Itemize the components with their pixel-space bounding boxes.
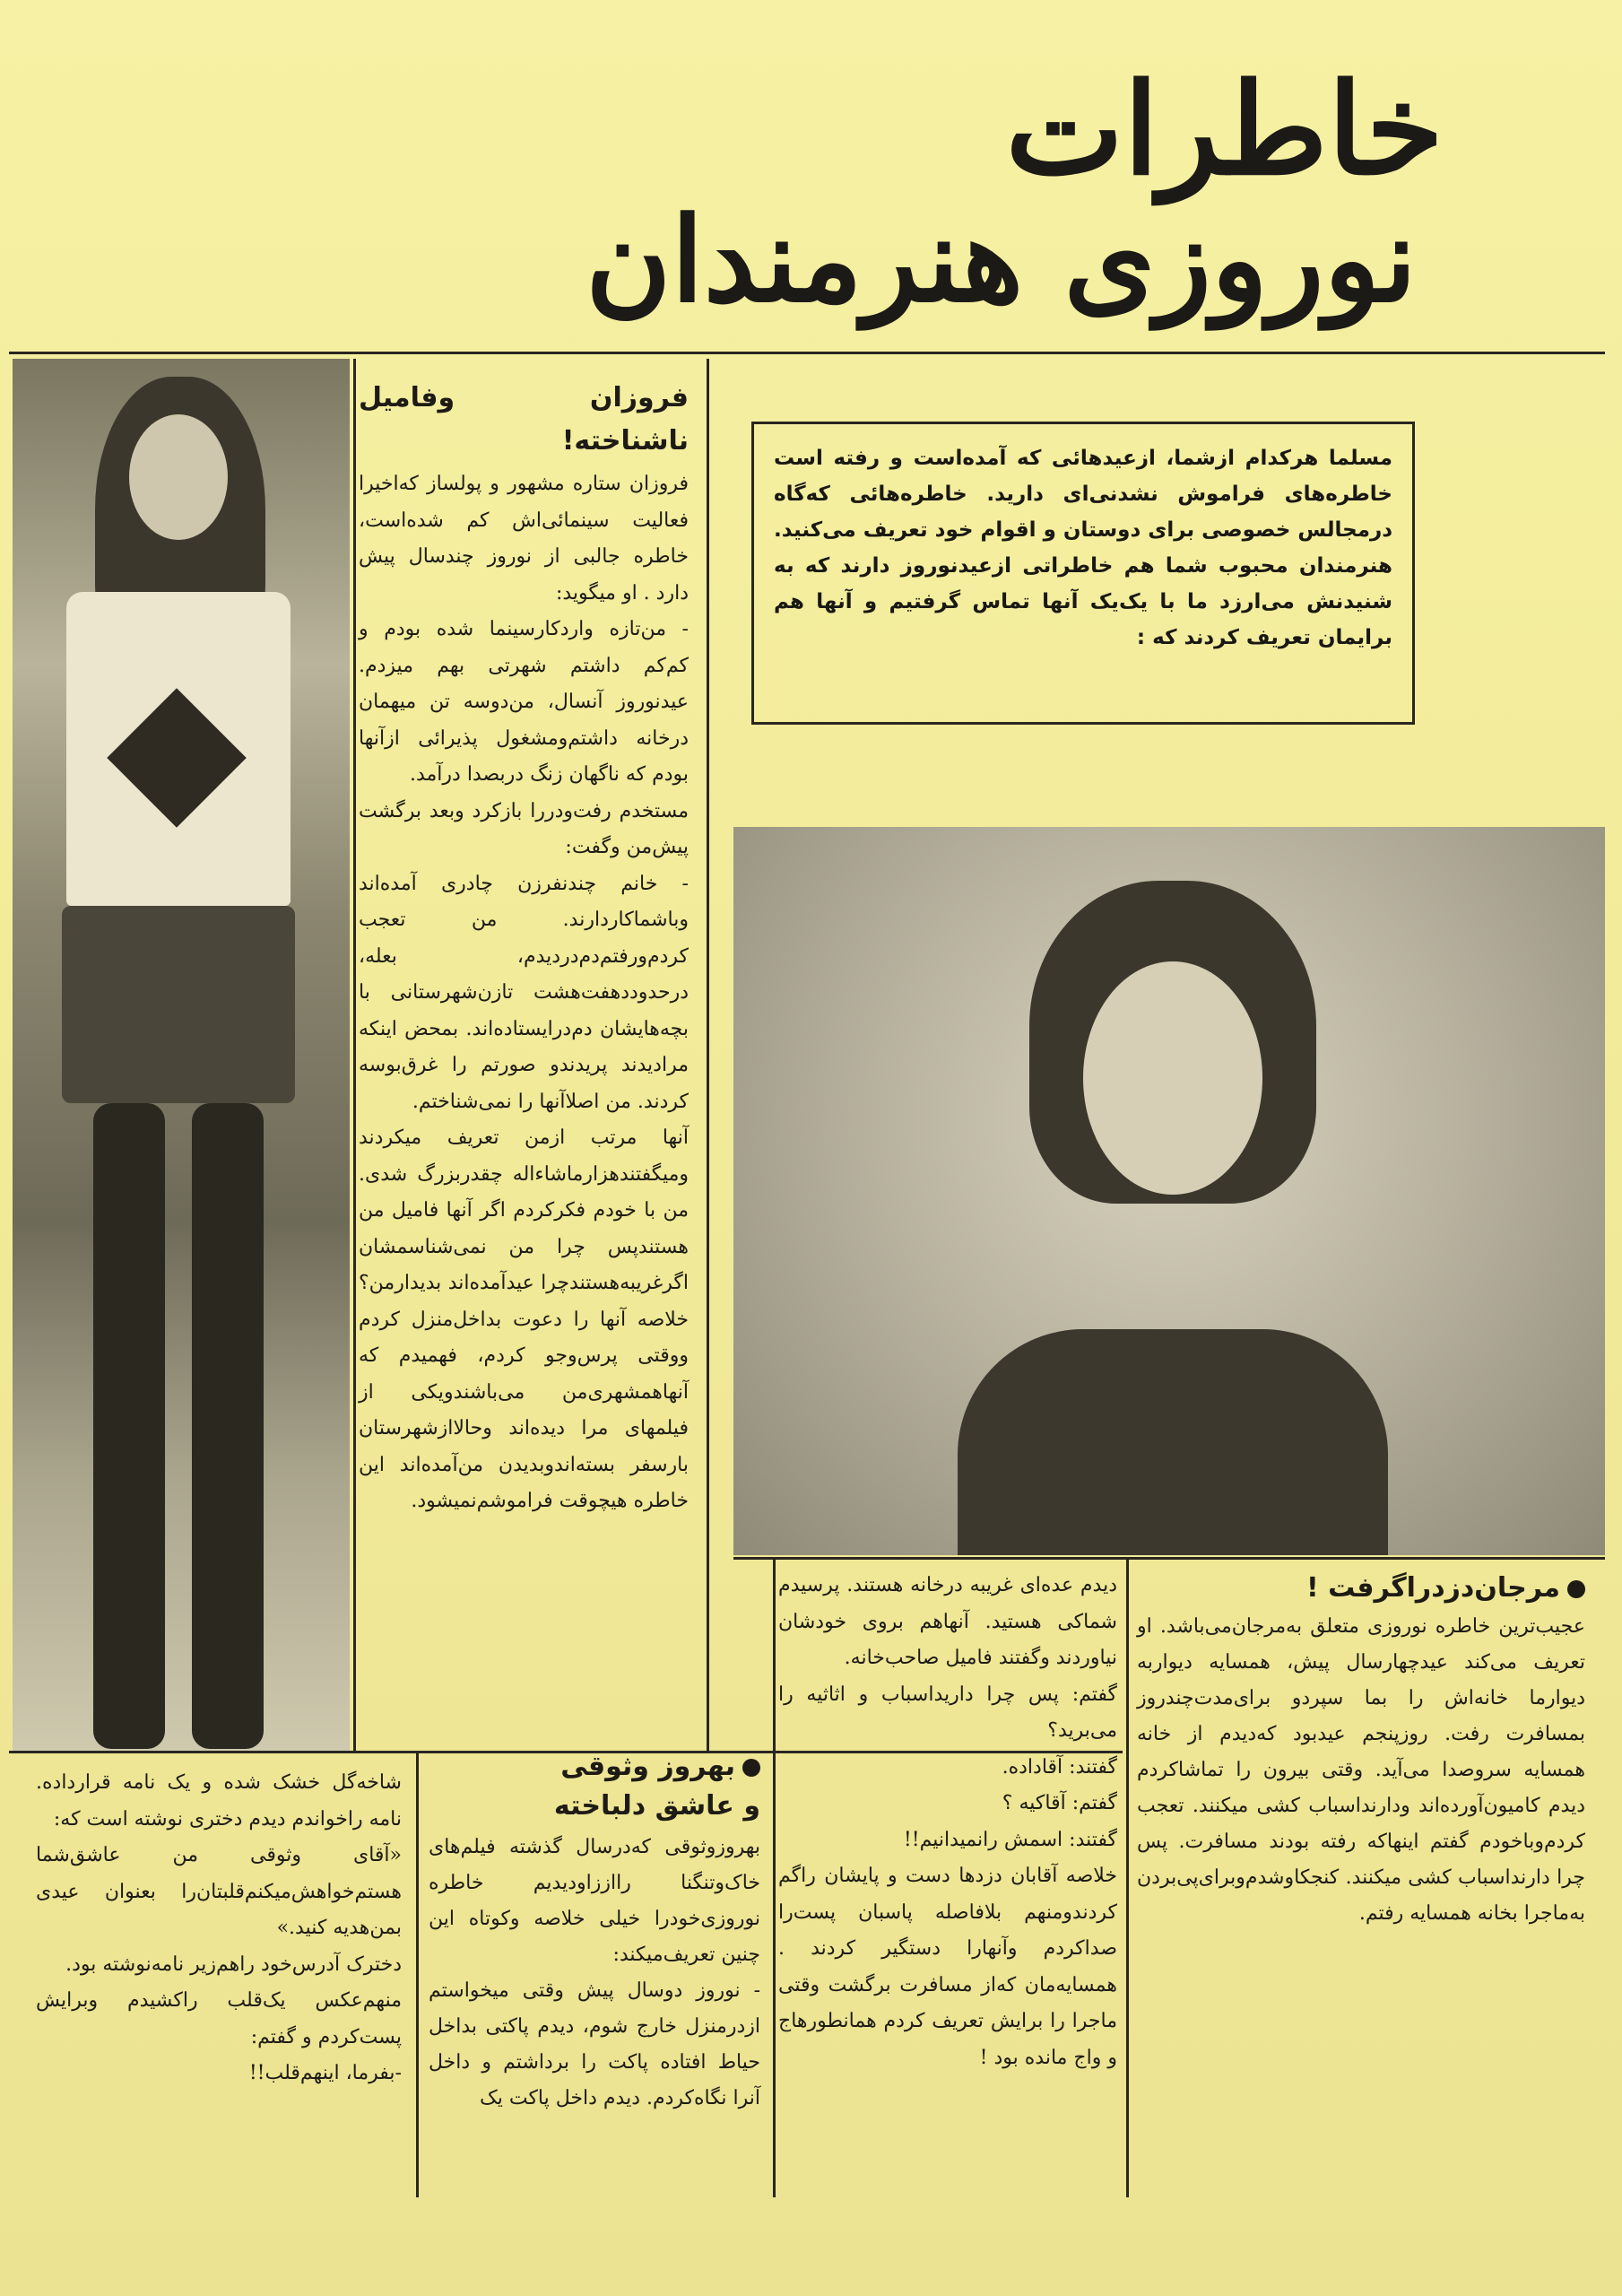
article-behrouz-title-line-1: بهروز وثوقی (560, 1751, 735, 1782)
article-marjan-title (1137, 1568, 1585, 1609)
article-behrouz-paragraph: شاخه‌گل خشک شده و یک نامه قرارداده. نامه راخواندم دیدم دختری نوشته است که: (36, 1771, 402, 1831)
photo-leg-left-shape (93, 1103, 165, 1749)
article-marjan-paragraph: عجیب‌ترین خاطره نوروزی متعلق به‌مرجان‌می‌باشد. او تعریف می‌کند عیدچهارسال پیش، همسایه دیواربه دیوارما خانه‌اش را بما سپردو برای‌مدت‌چندروز بمسافرت رفت. روزپنجم عیدبود که‌دیدم از خانه همسایه سروصدا می‌آید. وقتی بیرون را تماشاکردم دیدم کامیون‌آورده‌اند ودارنداسباب کشی میکنند. تعجب کردم‌وباخودم گفتم اینهاکه رفته بودند مسافرت. پس چرا دارنداسباب کشی میکنند. کنجکاوشدم‌وبرای‌پی‌بردن به‌ماجرا بخانه همسایه رفتم. (1137, 1615, 1585, 1925)
photo-top-shape (958, 1329, 1388, 1555)
photo-face-shape (129, 414, 228, 540)
article-forouzan (359, 377, 689, 1520)
article-behrouz-paragraph: بهروزوثوقی که‌درسال گذشته فیلم‌های خاک‌وتنگنا رااززاودیدیم خاطره نوروزی‌خودرا خیلی خلاصه وکوتاه این چنین تعریف‌میکند: (429, 1836, 760, 1966)
photo-forouzan (13, 359, 350, 1751)
article-forouzan-title: فروزان وفامیل ناشناخته! (359, 382, 689, 457)
article-marjan-paragraph: خلاصه آقابان دزدها دست و پایشان راگم کردندومنهم بلافاصله پاسبان پست‌را صداکردم وآنهارا دستگیر کردند . همسایه‌مان که‌از مسافرت برگشت وقتی ماجرا را برایش تعریف کردم همانطورهاج و واج مانده بود ! (778, 1865, 1117, 2069)
article-behrouz-paragraph: - نوروز دوسال پیش وقتی میخواستم ازدرمنزل خارج شوم، دیدم پاکتی بداخل حیاط افتاده پاکت را برداشتم و داخل آنرا نگاه‌کردم. دیدم داخل پاکت یک (429, 1979, 760, 2109)
article-behrouz-paragraph: منهم‌عکس یک‌قلب راکشیدم وبرایش پست‌کردم و گفتم: (36, 1989, 402, 2048)
article-marjan (1137, 1568, 1585, 1932)
article-marjan-paragraph: دیدم عده‌ای غریبه درخانه هستند. پرسیدم شماکی هستید. آنهاهم بروی خودشان نیاوردند وگفتند فامیل صاحب‌خانه. (778, 1574, 1117, 1669)
headline-line-2: نوروزی هنرمندان (585, 191, 1417, 328)
photo-shorts-shape (62, 906, 295, 1103)
article-forouzan-paragraph: مستخدم رفت‌ودررا بازکرد وبعد برگشت پیش‌من وگفت: (359, 799, 689, 858)
article-marjan-title-text: مرجان‌دزدراگرفت ! (1306, 1572, 1560, 1604)
headline-line-1: خاطرات (1005, 57, 1444, 204)
article-marjan-paragraph: گفتند: اسمش رانمیدانیم!! (903, 1828, 1117, 1851)
photo-leg-right-shape (192, 1103, 264, 1749)
article-forouzan-paragraph: آنها مرتب ازمن تعریف میکردند ومیگفتندهزارماشاءاله چقدربزرگ شدی. من با خودم فکرکردم اگر آنها فامیل من هستندپس چرا من نمی‌شناسمشان اگرغریبه‌هستندچرا عیدآمده‌اند بدیدارمن؟خلاصه آنها را دعوت بداخل‌منزل کردم ووقتی پرس‌وجو کردم، فهمیدم که آنهاهمشهری‌من می‌باشندویکی از فیلمهای مرا دیده‌اند وحالاازشهرستان بارسفر بسته‌اندوبدیدن من‌آمده‌اند این خاطره هیچوقت فراموشم‌نمیشود. (359, 1126, 689, 1512)
rule-under-photo (733, 1557, 1605, 1560)
column-rule-bottom-right (1126, 1557, 1129, 2197)
article-forouzan-paragraph: فروزان ستاره مشهور و پولساز که‌اخیرا فعالیت سینمائی‌اش کم شده‌است، خاطره جالبی از نوروز چندسال پیش دارد . او میگوید: (359, 473, 689, 604)
article-behrouz-paragraph: -بفرما، اینهم‌قلب!! (248, 2062, 402, 2084)
article-behrouz-paragraph: «آقای وثوقی من عاشق‌شما هستم‌خواهش‌میکنم‌قلبتان‌را بعنوان عیدی بمن‌هدیه کنید.» (36, 1844, 402, 1939)
headline (54, 54, 1453, 328)
bullet-icon (1567, 1580, 1585, 1598)
article-behrouz-continued (36, 1765, 402, 2092)
article-behrouz (429, 1747, 760, 2117)
photo-marjan (733, 827, 1605, 1555)
top-rule (9, 352, 1605, 354)
article-marjan-continued (778, 1568, 1117, 2076)
article-marjan-paragraph: گفتم: آقاکیه ؟ (1002, 1792, 1117, 1814)
column-rule-bottom-left (416, 1751, 419, 2197)
column-rule-left (353, 359, 356, 1751)
article-marjan-paragraph: گفتند: آقاداده. (1002, 1755, 1117, 1779)
column-rule-middle (707, 359, 709, 1751)
article-behrouz-title (429, 1747, 760, 1826)
article-forouzan-paragraph: - خانم چندنفرزن چادری آمده‌اند وباشماکاردارند. من تعجب کردم‌ورفتم‌دم‌دردیدم، بعله، درحدوددهفت‌هشت تازن‌شهرستانی با بچه‌هایشان دم‌درایستاده‌اند. بمحض اینکه مرادیدند پریدندو صورتم را غرق‌بوسه کردند. من اصلاآنها را نمی‌شناختم. (359, 872, 689, 1113)
column-rule-bottom-middle (773, 1557, 776, 2197)
photo-face-shape (1083, 961, 1262, 1195)
article-marjan-paragraph: گفتم: پس چرا دارید‌اسباب و اثاثیه را می‌برید؟ (778, 1683, 1117, 1742)
article-behrouz-title-line-2: و عاشق دلباخته (553, 1790, 760, 1822)
bullet-icon (742, 1759, 760, 1777)
intro-box: مسلما هرکدام ازشما، ازعیدهائی که آمده‌است و رفته است خاطره‌های فراموش نشدنی‌ای دارید. خاطره‌هائی که‌گاه درمجالس خصوصی برای دوستان و اقوام خود تعریف می‌کنید. هنرمندان محبوب شما هم خاطراتی ازعیدنوروز دارند که به شنیدنش می‌ارزد ما با یک‌یک آنها تماس گرفتیم و آنها هم برایمان تعریف کردند که : (751, 422, 1415, 725)
article-behrouz-paragraph: دخترک آدرس‌خود راهم‌زیر نامه‌نوشته بود. (65, 1952, 402, 1976)
article-forouzan-paragraph: - من‌تازه واردکارسینما شده بودم و کم‌کم داشتم شهرتی بهم میزدم. عیدنوروز آنسال، من‌دوسه تن میهمان درخانه داشتم‌ومشغول پذیرائی ازآنها بودم که ناگهان زنگ دربصدا درآمد. (359, 618, 689, 786)
